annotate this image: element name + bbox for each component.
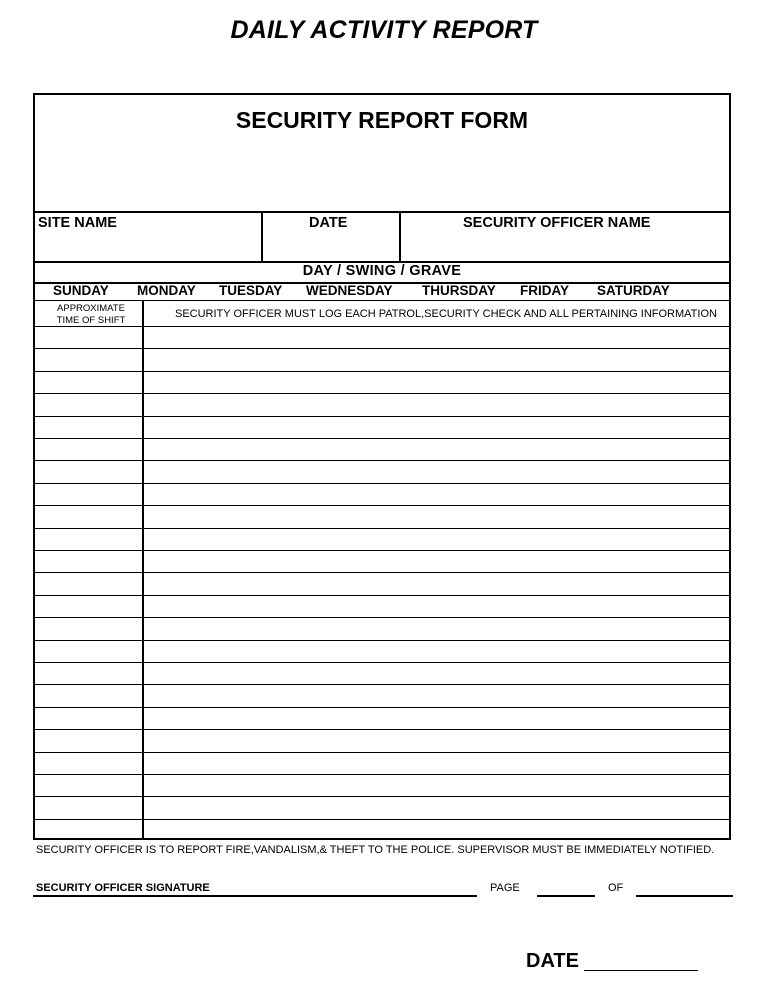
date-field[interactable]: DATE (309, 215, 348, 231)
day-option-friday[interactable]: FRIDAY (520, 283, 570, 298)
signature-field[interactable] (33, 895, 477, 897)
day-option-sunday[interactable]: SUNDAY (53, 283, 109, 298)
page-label: PAGE (490, 882, 520, 894)
log-instruction: SECURITY OFFICER MUST LOG EACH PATROL,SECURITY CHECK AND ALL PERTAINING INFORMATION (175, 308, 717, 320)
log-row[interactable] (35, 550, 729, 551)
log-row[interactable] (35, 617, 729, 618)
of-label: OF (608, 882, 624, 894)
page-number-field[interactable] (537, 895, 595, 897)
log-row[interactable] (35, 640, 729, 641)
log-row[interactable] (35, 393, 729, 394)
log-row[interactable] (35, 774, 729, 775)
form-title: SECURITY REPORT FORM (235, 107, 529, 133)
log-row[interactable] (35, 752, 729, 753)
log-row[interactable] (35, 505, 729, 506)
divider (261, 211, 263, 263)
day-option-tuesday[interactable]: TUESDAY (219, 283, 283, 298)
page-total-field[interactable] (636, 895, 733, 897)
log-row[interactable] (35, 796, 729, 797)
notice-text: SECURITY OFFICER IS TO REPORT FIRE,VANDALISM,& THEFT TO THE POLICE. SUPERVISOR MUST BE IMMEDIATELY NOTIFIED. (36, 844, 715, 856)
log-row[interactable] (35, 483, 729, 484)
log-row[interactable] (35, 707, 729, 708)
log-row[interactable] (35, 438, 729, 439)
log-row[interactable] (35, 684, 729, 685)
log-row[interactable] (35, 662, 729, 663)
footer-date-field[interactable] (584, 970, 698, 971)
day-option-wednesday[interactable]: WEDNESDAY (306, 283, 393, 298)
log-row[interactable] (35, 371, 729, 372)
log-row[interactable] (35, 729, 729, 730)
log-row[interactable] (35, 348, 729, 349)
log-row[interactable] (35, 528, 729, 529)
footer-date-label: DATE (526, 950, 579, 972)
divider (399, 211, 401, 263)
security-report-form (33, 93, 731, 840)
log-row[interactable] (35, 819, 729, 820)
log-row[interactable] (35, 595, 729, 596)
log-row[interactable] (35, 572, 729, 573)
log-row[interactable] (35, 460, 729, 461)
site-name-field[interactable]: SITE NAME (38, 215, 117, 231)
day-option-saturday[interactable]: SATURDAY (597, 283, 670, 298)
officer-name-field[interactable]: SECURITY OFFICER NAME (463, 215, 651, 231)
approx-time-label: APPROXIMATE TIME OF SHIFT (56, 303, 126, 326)
signature-label: SECURITY OFFICER SIGNATURE (36, 882, 210, 894)
divider (35, 211, 729, 213)
day-option-monday[interactable]: MONDAY (137, 283, 196, 298)
log-row[interactable] (35, 326, 729, 327)
shift-selector[interactable]: DAY / SWING / GRAVE (302, 263, 462, 279)
divider (35, 300, 729, 301)
log-row[interactable] (35, 416, 729, 417)
page-title: DAILY ACTIVITY REPORT (230, 16, 538, 44)
time-column-divider (142, 300, 144, 840)
day-option-thursday[interactable]: THURSDAY (422, 283, 496, 298)
